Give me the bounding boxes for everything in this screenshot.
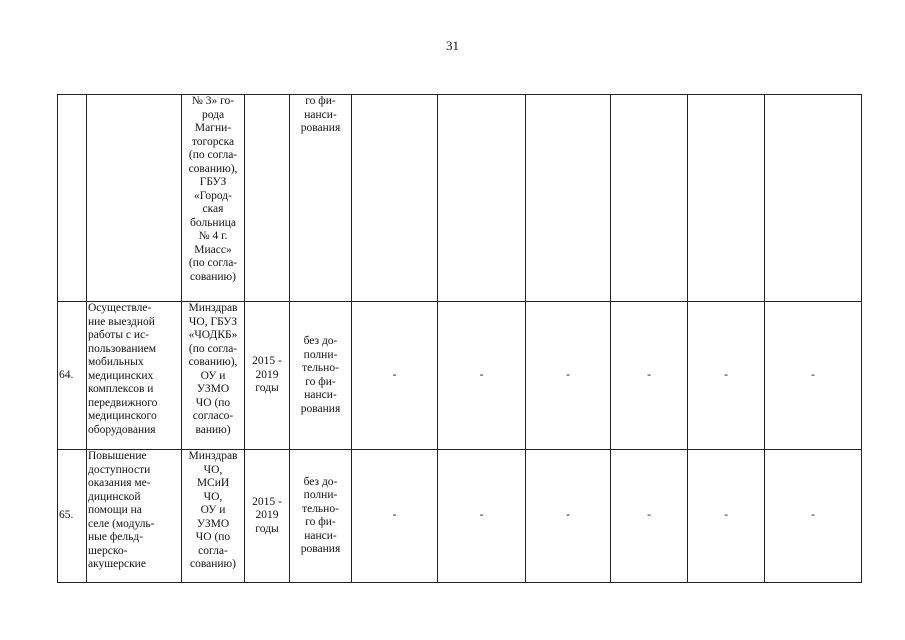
measure-name: Повышение доступности оказания ме- дицинской помощи на селе (модуль- ные фельд- шерско- акушерские <box>87 450 182 583</box>
row-number <box>58 95 87 302</box>
table-row <box>58 302 862 450</box>
value-cell: - <box>765 302 862 450</box>
row-number: 64. <box>58 302 87 450</box>
value-cell <box>611 95 688 302</box>
value-cell: - <box>352 450 438 583</box>
table-row <box>58 95 862 302</box>
financing-cell: без до- полни- тельно- го фи- нанси- рования <box>290 302 352 450</box>
value-cell: - <box>688 302 765 450</box>
measure-name: Осуществле- ние выездной работы с ис- пользованием мобильных медицинских комплексов и передвижного медицинского оборудования <box>87 302 182 450</box>
value-cell <box>438 95 526 302</box>
value-cell: - <box>611 450 688 583</box>
financing-cell: без до- полни- тельно- го фи- нанси- рования <box>290 450 352 583</box>
term-cell: 2015 - 2019 годы <box>245 450 290 583</box>
measure-name <box>87 95 182 302</box>
term-cell: 2015 - 2019 годы <box>245 302 290 450</box>
financing-cell: го фи- нанси- рования <box>290 95 352 302</box>
row-number: 65. <box>58 450 87 583</box>
value-cell <box>352 95 438 302</box>
executor-cell: Минздрав ЧО, МСиИ ЧО, ОУ и УЗМО ЧО (по согла- сованию) <box>182 450 245 583</box>
value-cell: - <box>438 302 526 450</box>
table-row <box>58 450 862 583</box>
executor-cell: № 3» го- рода Магни- тогорска (по согла- сованию), ГБУЗ «Город- ская больница № 4 г. Миасс» (по согла- сованию) <box>182 95 245 302</box>
term-cell <box>245 95 290 302</box>
value-cell: - <box>352 302 438 450</box>
page-number: 31 <box>446 38 459 53</box>
measures-table <box>57 94 862 583</box>
value-cell: - <box>526 302 611 450</box>
value-cell: - <box>438 450 526 583</box>
value-cell: - <box>688 450 765 583</box>
value-cell: - <box>526 450 611 583</box>
executor-cell: Минздрав ЧО, ГБУЗ «ЧОДКБ» (по согла- сованию), ОУ и УЗМО ЧО (по согласо- ванию) <box>182 302 245 450</box>
value-cell <box>765 95 862 302</box>
value-cell: - <box>611 302 688 450</box>
value-cell <box>688 95 765 302</box>
value-cell: - <box>765 450 862 583</box>
value-cell <box>526 95 611 302</box>
